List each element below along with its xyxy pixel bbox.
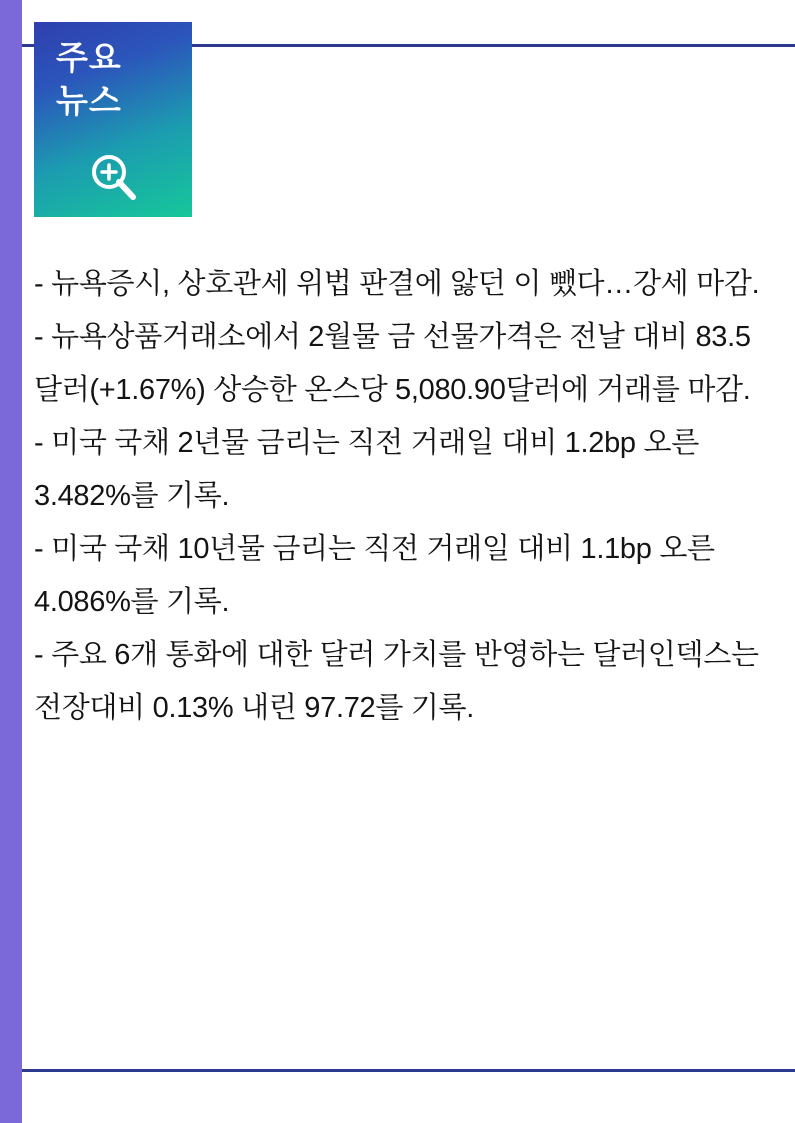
list-item: - 미국 국채 2년물 금리는 직전 거래일 대비 1.2bp 오른 3.482%를 기록. — [34, 427, 707, 512]
list-item: - 미국 국채 10년물 금리는 직전 거래일 대비 1.1bp 오른 4.086%를 기록. — [34, 533, 723, 618]
list-item: - 주요 6개 통화에 대한 달러 가치를 반영하는 달러인덱스는 전장대비 0.13% 내린 97.72를 기록. — [34, 639, 767, 724]
main-news-badge — [34, 22, 192, 217]
zoom-in-icon — [85, 148, 141, 204]
badge-title-line-1: 주요 — [56, 39, 122, 76]
list-item: - 뉴욕상품거래소에서 2월물 금 선물가격은 전날 대비 83.5달러(+1.67%) 상승한 온스당 5,080.90달러에 거래를 마감. — [34, 321, 751, 406]
list-item: - 뉴욕증시, 상호관세 위법 판결에 앓던 이 뺐다…강세 마감. — [34, 268, 760, 300]
badge-title-line-2: 뉴스 — [56, 82, 122, 119]
left-accent-rail — [0, 0, 22, 1123]
news-list — [34, 258, 766, 735]
bottom-divider — [22, 1069, 795, 1072]
